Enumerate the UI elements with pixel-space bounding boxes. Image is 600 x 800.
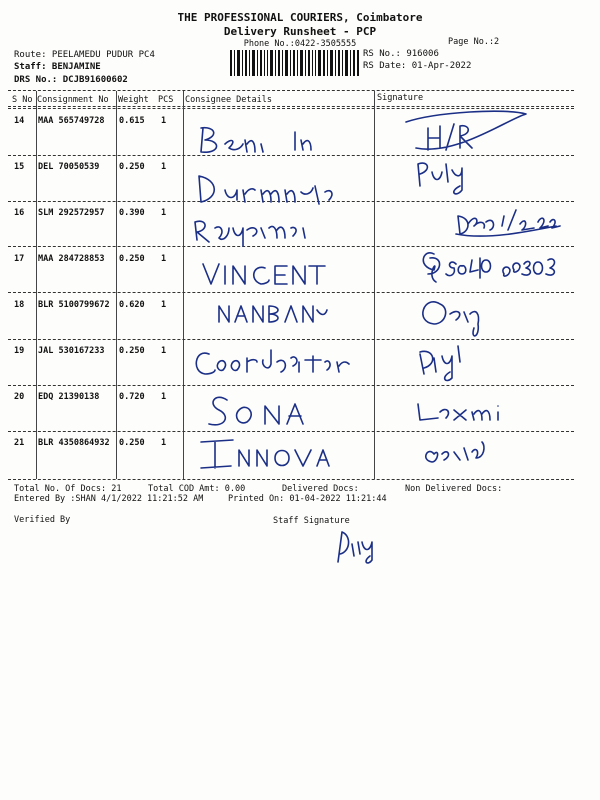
sheet-title: Delivery Runsheet - PCP [223, 25, 377, 38]
printed-on: Printed On: 01-04-2022 11:21:44 [228, 494, 387, 504]
row-weight: 0.250 [119, 254, 145, 264]
drs-number: DRS No.: DCJB91600602 [14, 75, 128, 85]
row-consignment: MAA 565749728 [38, 116, 105, 126]
signature-marks [376, 108, 574, 480]
rs-date: RS Date: 01-Apr-2022 [363, 61, 472, 71]
non-delivered-docs: Non Delivered Docs: [405, 484, 503, 494]
row-consignment: MAA 284728853 [38, 254, 105, 264]
row-consignment: BLR 5100799672 [38, 300, 110, 310]
row-sno: 15 [14, 162, 25, 172]
col-line [183, 91, 184, 479]
col-consignee: Consignee Details [185, 95, 272, 105]
header-divider-top [8, 90, 574, 91]
row-sno: 17 [14, 254, 25, 264]
row-sno: 20 [14, 392, 25, 402]
row-sno: 19 [14, 346, 25, 356]
row-pcs: 1 [161, 392, 167, 402]
col-consignment: Consignment No [37, 95, 109, 105]
row-sno: 18 [14, 300, 25, 310]
row-weight: 0.250 [119, 162, 145, 172]
col-sno: S No [12, 95, 33, 105]
row-pcs: 1 [161, 346, 167, 356]
row-consignment: EDQ 21390138 [38, 392, 100, 402]
rs-number: RS No.: 916006 [363, 49, 439, 59]
staff-signature [330, 522, 390, 568]
row-pcs: 1 [161, 438, 167, 448]
verified-by: Verified By [14, 515, 71, 525]
row-consignment: SLM 292572957 [38, 208, 105, 218]
entered-by: Entered By :SHAN 4/1/2022 11:21:52 AM [14, 494, 204, 504]
row-weight: 0.615 [119, 116, 145, 126]
col-signature: Signature [377, 93, 424, 103]
phone-number: Phone No.:0422-3505555 [243, 39, 357, 49]
row-sno: 14 [14, 116, 25, 126]
row-consignment: JAL 530167233 [38, 346, 105, 356]
staff-signature-label: Staff Signature [273, 516, 350, 526]
row-weight: 0.250 [119, 346, 145, 356]
row-sno: 21 [14, 438, 25, 448]
row-pcs: 1 [161, 116, 167, 126]
row-weight: 0.390 [119, 208, 145, 218]
col-line [36, 91, 37, 479]
page-number: Page No.:2 [448, 37, 500, 47]
row-consignment: BLR 4350864932 [38, 438, 110, 448]
row-pcs: 1 [161, 254, 167, 264]
row-pcs: 1 [161, 162, 167, 172]
staff-name: Staff: BENJAMINE [14, 62, 101, 72]
header-divider-bottom [8, 106, 574, 107]
row-weight: 0.620 [119, 300, 145, 310]
company-name: THE PROFESSIONAL COURIERS, Coimbatore [177, 11, 423, 24]
barcode [230, 50, 360, 76]
row-pcs: 1 [161, 208, 167, 218]
col-line [116, 91, 117, 479]
row-weight: 0.250 [119, 438, 145, 448]
row-weight: 0.720 [119, 392, 145, 402]
row-sno: 16 [14, 208, 25, 218]
delivered-docs: Delivered Docs: [282, 484, 359, 494]
route: Route: PEELAMEDU PUDUR PC4 [14, 50, 155, 60]
total-docs: Total No. Of Docs: 21 [14, 484, 122, 494]
col-pcs: PCS [158, 95, 174, 105]
col-line [374, 91, 375, 479]
total-cod: Total COD Amt: 0.00 [148, 484, 246, 494]
handwritten-consignee-names [185, 110, 373, 480]
row-consignment: DEL 70050539 [38, 162, 100, 172]
row-pcs: 1 [161, 300, 167, 310]
col-weight: Weight [118, 95, 149, 105]
